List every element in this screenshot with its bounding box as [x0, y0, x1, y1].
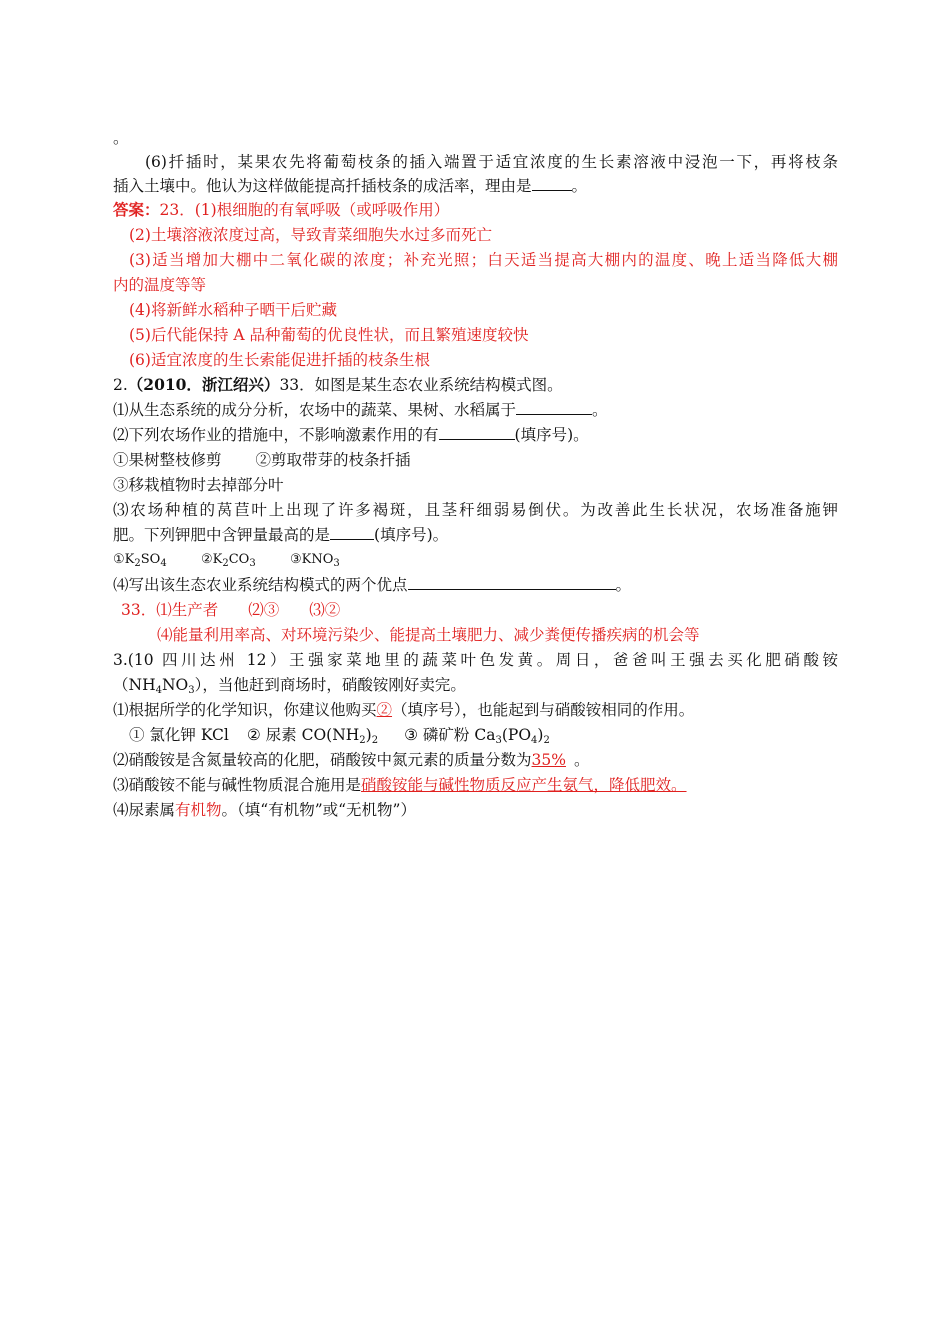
- question-3-line-2: $(NH_4NO_3)$，当他赶到商场时，硝酸铵刚好卖完。: [113, 676, 466, 696]
- answer-line-2: (2)土壤溶液浓度过高，导致青菜细胞失水过多而死亡: [129, 226, 492, 244]
- answer-line-3a: (3)适当增加大棚中二氧化碳的浓度；补充光照；白天适当提高大棚内的温度、晚上适当降低大棚: [129, 251, 838, 269]
- answer-2-line-2: ⑷能量利用率高、对环境污染少、能提高土壤肥力、减少粪便传播疾病的机会等: [157, 626, 700, 644]
- answer-line-6: (6)适宜浓度的生长索能促进扦插的枝条生根: [129, 351, 430, 369]
- answer-blank: [439, 425, 515, 440]
- stray-period: 。: [113, 129, 129, 147]
- question-3-part-2: ⑵硝酸铵是含氮量较高的化肥，硝酸铵中氮元素的质量分数为35% 。: [113, 751, 590, 769]
- question-2-part-2-options: ①果树整枝修剪 ②剪取带芽的枝条扦插: [113, 451, 411, 469]
- answer-line-5: (5)后代能保持 A 品种葡萄的优良性状，而且繁殖速度较快: [129, 326, 529, 344]
- question-2-part-2-option-3: ③移栽植物时去掉部分叶: [113, 476, 284, 494]
- answer-line-4: (4)将新鲜水稻种子晒干后贮藏: [129, 301, 337, 319]
- question-3-part-1-options: ① 氯化钾 KCl ② 尿素 $CO(NH_2)_2$ ③ 磷矿粉 $Ca_3(PO_4)_2$: [129, 726, 550, 746]
- answer-line-1: 答案：23．(1)根细胞的有氧呼吸（或呼吸作用）: [113, 200, 450, 219]
- answer-blank: [532, 176, 572, 191]
- question-3-part-1: ⑴根据所学的化学知识，你建议他购买②（填序号），也能起到与硝酸铵相同的作用。: [113, 701, 695, 719]
- answer-blank: [330, 525, 374, 540]
- answer-2-line-1: 33．⑴生产者 ⑵③ ⑶②: [121, 601, 341, 619]
- question-2-part-1: ⑴从生态系统的成分分析，农场中的蔬菜、果树、水稻属于 。: [113, 401, 608, 419]
- question-2-part-4: ⑷写出该生态农业系统结构模式的两个优点 。: [113, 576, 632, 594]
- question-3-part-4: ⑷尿素属有机物。（填“有机物”或“无机物”）: [113, 801, 416, 819]
- answer-blank: [516, 400, 592, 415]
- question-2-part-2: ⑵下列农场作业的措施中，不影响激素作用的有 (填序号)。: [113, 426, 589, 444]
- question-2-title: 2.（2010．浙江绍兴）33．如图是某生态农业系统结构模式图。: [113, 375, 563, 394]
- question-3-part-3: ⑶硝酸铵不能与碱性物质混合施用是硝酸铵能与碱性物质反应产生氨气，降低肥效。: [113, 776, 687, 794]
- question-6-line-1: (6)扦插时，某果农先将葡萄枝条的插入端置于适宜浓度的生长素溶液中浸泡一下，再将枝条: [145, 153, 838, 171]
- question-2-part-3-options: $①K_2SO_4$ $②K_2CO_3$ $③KNO_3$: [113, 552, 340, 569]
- question-6-line-2: 插入土壤中。他认为这样做能提高扦插枝条的成活率，理由是 。: [113, 177, 588, 195]
- answer-blank: [408, 575, 616, 590]
- question-3-line-1: 3.(10 四川达州 12）王强家菜地里的蔬菜叶色发黄。周日，爸爸叫王强去买化肥硝酸铵: [113, 651, 838, 669]
- question-2-part-3-line-1: ⑶农场种植的莴苣叶上出现了许多褐斑，且茎秆细弱易倒伏。为改善此生长状况，农场准备施钾: [113, 501, 838, 519]
- question-2-part-3-line-2: 肥。下列钾肥中含钾量最高的是 (填序号)。: [113, 526, 449, 544]
- answer-line-3b: 内的温度等等: [113, 276, 207, 294]
